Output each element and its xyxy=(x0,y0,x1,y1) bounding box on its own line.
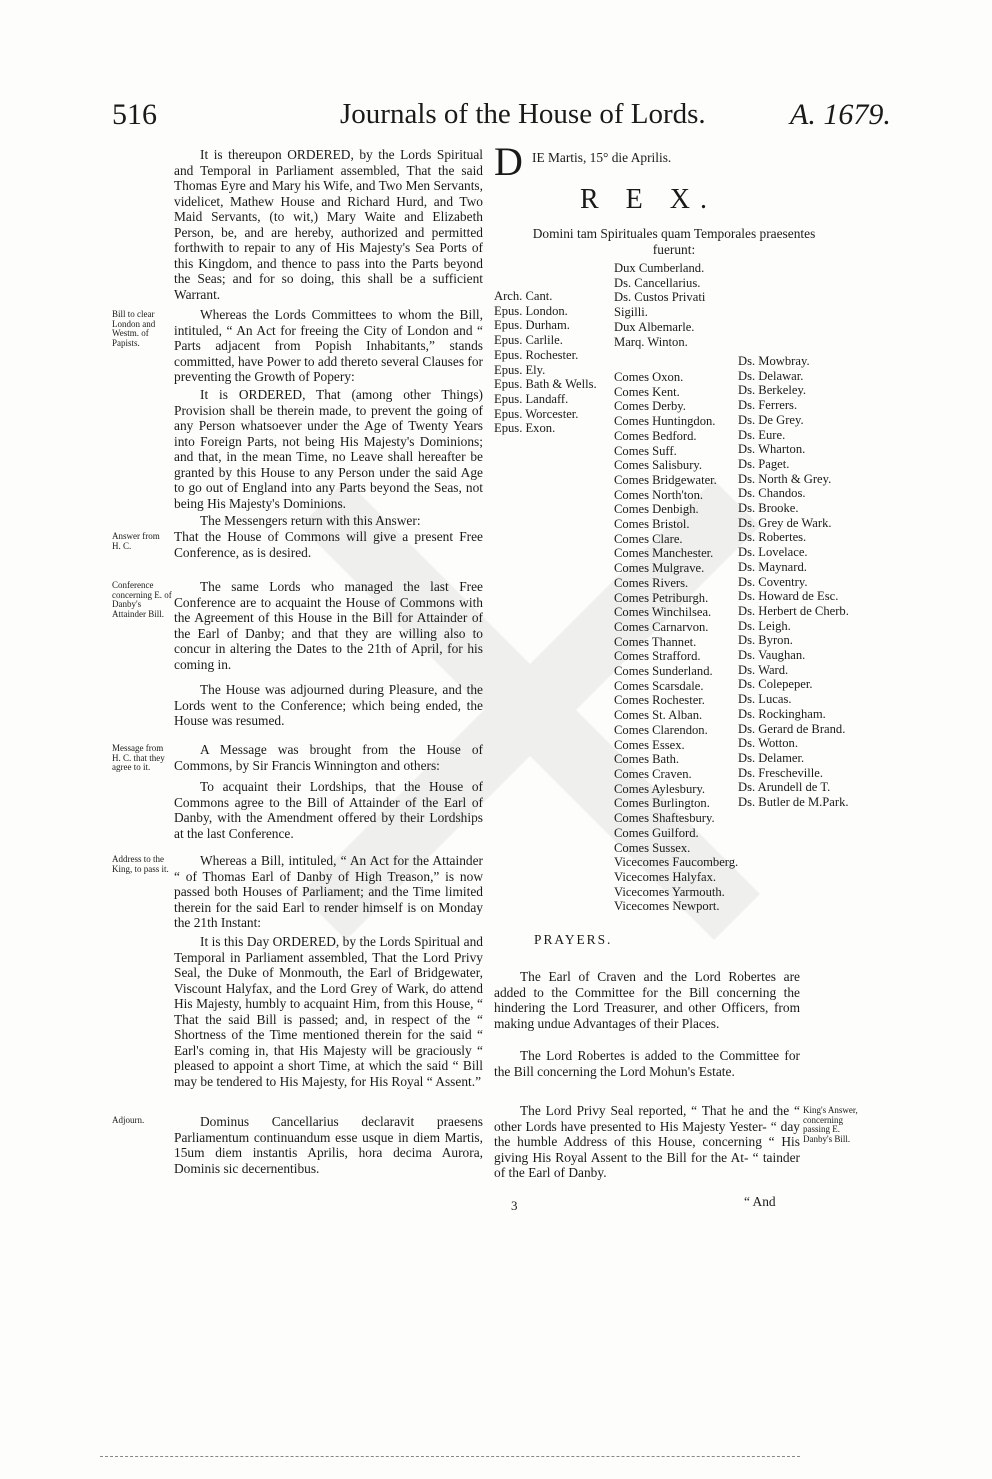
running-title: Journals of the House of Lords. xyxy=(340,98,706,130)
attendee-col-b-16: Comes Winchilsea. xyxy=(614,605,712,620)
left-paragraph-2: Whereas the Lords Committees to whom the Bill, intituled, “ An Act for freeing the City of London and “ Parts adjacent from Popish Inhabitants,” stands committed, have Power to add thereto several Clauses for preventing the Growth of Popery: xyxy=(174,307,484,384)
attendee-col-b-25: Comes Essex. xyxy=(614,737,685,752)
attendee-col-c-0: Ds. Mowbray. xyxy=(738,354,810,368)
attendee-col-c-11: Ds. Grey de Wark. xyxy=(738,515,832,530)
signature-mark: 3 xyxy=(511,1198,518,1213)
prayers-heading: PRAYERS. xyxy=(534,932,613,947)
left-paragraph-3: It is ORDERED, That (among other Things) Provision shall be therein made, to prevent the going of any Person whatsoever under the Age of Twenty Years into Foreign Parts, not being His Majesty's Dominions; and that, in the mean Time, no Leave shall hereafter be granted by this House to any Person under the said Age to go out of England into any Parts beyond the Seas, not being His Majesty's Dominions. xyxy=(174,387,483,511)
attendee-col-c-29: Ds. Arundell de T. xyxy=(738,780,831,795)
attendee-col-c-22: Ds. Colepeper. xyxy=(738,677,813,692)
attendee-col-c-17: Ds. Herbert de Cherb. xyxy=(738,603,849,618)
margin-note-3: Conference concerning E. of Danby's Attainder Bill. xyxy=(112,580,172,619)
attendee-col-b-20: Comes Sunderland. xyxy=(614,664,713,679)
attendee-col-a-4: Epus. Rochester. xyxy=(494,347,579,362)
attendee-col-c-4: Ds. De Grey. xyxy=(738,412,804,427)
attendee-col-c-12: Ds. Robertes. xyxy=(738,530,807,545)
attendee-col-c-27: Ds. Delamer. xyxy=(738,750,805,765)
attendee-col-b-33: Vicecomes Faucomberg. xyxy=(614,855,739,870)
left-paragraph-6: The same Lords who managed the last Free Conference are to acquaint the House of Commons with the Agreement of this House in the Bill for Attainder of the Earl of Danby; and that they are willing also to concur in altering the Dates to the 21th of April, for his coming in. xyxy=(174,579,483,672)
attendee-col-b-9: Comes Denbigh. xyxy=(614,502,699,517)
left-paragraph-7: The House was adjourned during Pleasure, and the Lords went to the Conference; which being ended, the House was resumed. xyxy=(174,682,483,728)
attendee-col-b-28: Comes Aylesbury. xyxy=(614,781,706,796)
attendee-col-b-7: Comes Bridgewater. xyxy=(614,472,717,487)
margin-note-right: King's Answer, concerning passing E. Danby's Bill. xyxy=(803,1105,858,1144)
attendee-col-b-27: Comes Craven. xyxy=(614,766,692,781)
margin-note-6: Adjourn. xyxy=(112,1115,145,1125)
attendee-col-c-25: Ds. Gerard de Brand. xyxy=(738,721,846,736)
attendee-col-b-0: Comes Oxon. xyxy=(614,370,684,384)
attendee-col-c-9: Ds. Chandos. xyxy=(738,486,806,501)
earls-list xyxy=(614,370,744,914)
attendee-col-b-8: Comes North'ton. xyxy=(614,487,704,502)
attendee-col-b-5: Comes Suff. xyxy=(614,443,677,458)
attendee-col-b-19: Comes Strafford. xyxy=(614,649,701,664)
attendee-col-b-31: Comes Guilford. xyxy=(614,825,699,840)
attendee-col-b-1: Comes Kent. xyxy=(614,384,680,399)
attendee-col-b-35: Vicecomes Yarmouth. xyxy=(614,884,725,899)
attendee-col-a-8: Epus. Worcester. xyxy=(494,406,579,421)
attendee-col-b-14: Comes Rivers. xyxy=(614,575,689,590)
drop-cap: D xyxy=(494,139,523,184)
catchword: “ And xyxy=(744,1194,776,1209)
attendee-col-c-15: Ds. Coventry. xyxy=(738,574,808,589)
attendee-col-c-5: Ds. Eure. xyxy=(738,427,786,442)
attendee-col-b-2: Comes Derby. xyxy=(614,399,686,414)
attendee-col-c-3: Ds. Ferrers. xyxy=(738,398,798,413)
attendee-col-c-23: Ds. Lucas. xyxy=(738,692,792,707)
attendee-col-c-14: Ds. Maynard. xyxy=(738,559,807,574)
rex-heading: R E X. xyxy=(580,184,717,215)
attendee-col-c-20: Ds. Vaughan. xyxy=(738,648,806,663)
attendee-col-c-21: Ds. Ward. xyxy=(738,662,789,677)
attendee-col-b-13: Comes Mulgrave. xyxy=(614,561,705,576)
attendee-col-b-11: Comes Clare. xyxy=(614,531,683,546)
left-paragraph-1: It is thereupon ORDERED, by the Lords Spiritual and Temporal in Parliament assembled, That the said Thomas Eyre and Mary his Wife, and Two Men Servants, videlicet, Mathew House and Richard Hurd, and Two Maid Servants, (to wit,) Mary Waite and Elizabeth Person, be, and are hereby, authorized and permitted forthwith to repair to any of His Majesty's Sea Ports of this Kingdom, and thence to pass into the Parts beyond the Seas; and for so doing, this shall be a sufficient Warrant. xyxy=(174,147,483,302)
bottom-rule xyxy=(100,1456,800,1459)
attendee-col-c-6: Ds. Wharton. xyxy=(738,442,806,457)
attendee-col-b-15: Comes Petriburgh. xyxy=(614,590,709,605)
attendee-col-b-36: Vicecomes Newport. xyxy=(614,899,720,914)
attendee-col-c-8: Ds. North & Grey. xyxy=(738,471,832,486)
attendee-col-c-19: Ds. Byron. xyxy=(738,633,793,648)
attendee-col-b-top-1: Ds. Cancellarius. xyxy=(614,275,701,290)
attendee-col-b-34: Vicecomes Halyfax. xyxy=(614,869,717,884)
attendee-col-c-1: Ds. Delawar. xyxy=(738,368,804,383)
dukes-list xyxy=(614,261,744,349)
attendee-col-c-16: Ds. Howard de Esc. xyxy=(738,589,839,604)
attendee-col-b-23: Comes St. Alban. xyxy=(614,708,703,723)
bishops-list xyxy=(494,289,616,436)
attendee-col-b-22: Comes Rochester. xyxy=(614,693,705,708)
right-paragraph-2: The Lord Robertes is added to the Committee for the Bill concerning the Lord Mohun's Estate. xyxy=(494,1048,800,1079)
left-paragraph-5: That the House of Commons will give a present Free Conference, as is desired. xyxy=(174,529,483,560)
attendee-col-b-32: Comes Sussex. xyxy=(614,840,691,855)
right-paragraph-3: The Lord Privy Seal reported, “ That he and the “ other Lords have presented to His Majesty Yester- “ day the humble Address of this House, concerning “ His giving His Royal Assent to the Bill for the At- “ tainder of the Earl of Danby. xyxy=(494,1103,800,1180)
attendee-col-b-10: Comes Bristol. xyxy=(614,517,690,532)
attendee-col-c-18: Ds. Leigh. xyxy=(738,618,791,633)
margin-note-4: Message from H. C. that they agree to it. xyxy=(112,743,165,772)
date-line: IE Martis, 15° die Aprilis. xyxy=(532,150,672,165)
attendee-col-b-6: Comes Salisbury. xyxy=(614,458,703,473)
attendee-col-c-7: Ds. Paget. xyxy=(738,456,790,471)
attendee-col-a-3: Epus. Carlile. xyxy=(494,333,563,348)
margin-note-2: Answer from H. C. xyxy=(112,531,160,551)
attendee-col-a-0: Arch. Cant. xyxy=(494,289,553,303)
attendee-col-b-top-0: Dux Cumberland. xyxy=(614,261,705,275)
attendee-col-b-17: Comes Carnarvon. xyxy=(614,619,709,634)
running-year: A. 1679. xyxy=(790,98,891,131)
left-paragraph-10: Whereas a Bill, intituled, “ An Act for the Attainder “ of Thomas Earl of Danby of High Treason,” is now passed both Houses of Parliament; and the Time limited therein for the said Earl to render himself is on Monday the 21th Instant: xyxy=(174,853,483,930)
left-paragraph-8: A Message was brought from the House of Commons, by Sir Francis Winnington and others: xyxy=(174,742,483,773)
left-paragraph-4: The Messengers return with this Answer: xyxy=(200,513,421,528)
barons-list xyxy=(738,354,878,810)
left-paragraph-11: It is this Day ORDERED, by the Lords Spiritual and Temporal in Parliament assembled, That the Lord Privy Seal, the Duke of Monmouth, the Earl of Bridgewater, Viscount Halyfax, and the Lord Grey of Wark, do attend His Majesty, humbly to acquaint Him, from this House, “ That the said Bill is passed; and, in respect of the “ Shortness of the Time mentioned therein for the said “ Earl's coming in, that His Majesty will be graciously “ pleased to appoint a short Time, at which the said “ Bill may be tendered to His Majesty, for His Royal “ Assent.” xyxy=(174,934,483,1089)
attendee-col-a-5: Epus. Ely. xyxy=(494,362,546,377)
margin-note-1: Bill to clear London and Westm. of Papists. xyxy=(112,309,156,348)
attendee-col-a-1: Epus. London. xyxy=(494,303,568,318)
attendee-col-b-12: Comes Manchester. xyxy=(614,546,714,561)
attendee-col-a-6: Epus. Bath & Wells. xyxy=(494,377,597,392)
attendee-col-a-9: Epus. Exon. xyxy=(494,421,556,436)
attendee-col-b-21: Comes Scarsdale. xyxy=(614,678,704,693)
left-paragraph-12: Dominus Cancellarius declaravit praesens Parliamentum continuandum esse usque in diem Martis, 15um diem instantis Aprilis, hora decima Aurora, Dominis sic decernentibus. xyxy=(174,1114,483,1176)
attendee-col-c-13: Ds. Lovelace. xyxy=(738,545,808,560)
attendee-col-b-top-5: Marq. Winton. xyxy=(614,334,688,349)
attendee-col-c-28: Ds. Frescheville. xyxy=(738,765,823,780)
margin-note-5: Address to the King, to pass it. xyxy=(112,854,169,874)
attendee-col-b-4: Comes Bedford. xyxy=(614,428,697,443)
page-number: 516 xyxy=(112,98,157,131)
left-paragraph-9: To acquaint their Lordships, that the House of Commons agree to the Bill of Attainder of the Earl of Danby, with the Amendment offered by their Lordships at the last Conference. xyxy=(174,779,483,841)
attendee-col-c-24: Ds. Rockingham. xyxy=(738,706,826,721)
attendance-heading: Domini tam Spirituales quam Temporales praesentes fuerunt: xyxy=(532,226,816,257)
attendee-col-b-18: Comes Thannet. xyxy=(614,634,697,649)
attendee-col-c-26: Ds. Wotton. xyxy=(738,736,798,751)
attendee-col-b-26: Comes Bath. xyxy=(614,752,680,767)
attendee-col-b-top-2: Ds. Custos Privati xyxy=(614,290,706,305)
attendee-col-b-30: Comes Shaftesbury. xyxy=(614,811,715,826)
attendee-col-b-3: Comes Huntingdon. xyxy=(614,414,716,429)
attendee-col-b-top-4: Dux Albemarle. xyxy=(614,319,695,334)
attendee-col-b-29: Comes Burlington. xyxy=(614,796,710,811)
attendee-col-b-top-3: Sigilli. xyxy=(614,305,648,320)
attendee-col-a-2: Epus. Durham. xyxy=(494,318,570,333)
right-paragraph-1: The Earl of Craven and the Lord Robertes are added to the Committee for the Bill concerning the hindering the Lord Treasurer, and other Officers, from making undue Advantages of their Places. xyxy=(494,969,800,1031)
attendee-col-b-24: Comes Clarendon. xyxy=(614,722,708,737)
attendee-col-c-10: Ds. Brooke. xyxy=(738,501,799,516)
attendee-col-c-2: Ds. Berkeley. xyxy=(738,383,807,398)
attendee-col-a-7: Epus. Landaff. xyxy=(494,391,569,406)
attendee-col-c-30: Ds. Butler de M.Park. xyxy=(738,795,849,810)
